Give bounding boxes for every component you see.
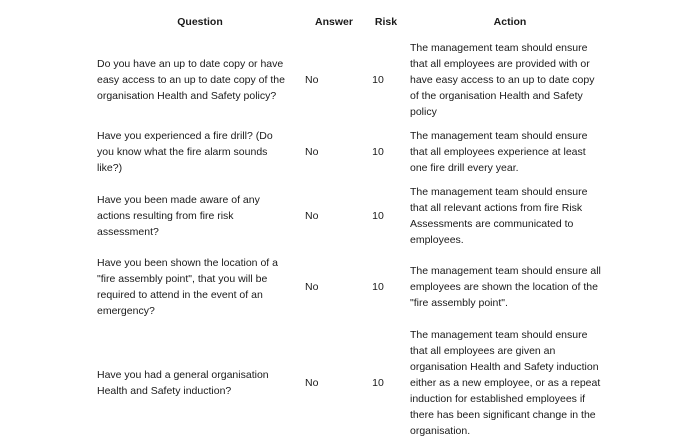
answer-text: No bbox=[305, 74, 319, 86]
risk-cell bbox=[366, 327, 390, 439]
answer-text: No bbox=[305, 210, 319, 222]
action-cell bbox=[410, 40, 618, 120]
table-row bbox=[0, 40, 700, 120]
answer-text: No bbox=[305, 377, 319, 389]
answer-cell bbox=[305, 327, 345, 439]
answer-cell bbox=[305, 184, 345, 248]
action-column-header: Action bbox=[493, 16, 527, 28]
risk-cell bbox=[366, 255, 390, 319]
table-row bbox=[0, 327, 700, 439]
action-text: The management team should ensure that all relevant actions from fire Risk Assessments are communicated to employees. bbox=[410, 186, 588, 246]
answer-column-header: Answer bbox=[315, 16, 353, 28]
action-text: The management team should ensure all employees are shown the location of the "fire assembly point". bbox=[410, 265, 601, 309]
risk-cell bbox=[366, 128, 390, 176]
answer-cell bbox=[305, 128, 345, 176]
action-cell bbox=[410, 327, 618, 439]
action-cell bbox=[410, 255, 618, 319]
action-cell bbox=[410, 128, 618, 176]
risk-score: 10 bbox=[372, 210, 384, 222]
table-row bbox=[0, 255, 700, 319]
risk-score: 10 bbox=[372, 281, 384, 293]
question-cell bbox=[97, 255, 303, 319]
question-text: Have you been made aware of any actions resulting from fire risk assessment? bbox=[97, 194, 260, 238]
question-text: Have you experienced a fire drill? (Do you know what the fire alarm sounds like?) bbox=[97, 130, 273, 174]
table-row bbox=[0, 128, 700, 176]
risk-cell bbox=[366, 40, 390, 120]
risk-score: 10 bbox=[372, 74, 384, 86]
question-text: Have you been shown the location of a "fire assembly point", that you will be required to attend in the event of an emergency? bbox=[97, 257, 278, 317]
question-text: Do you have an up to date copy or have easy access to an up to date copy of the organisation Health and Safety policy? bbox=[97, 58, 285, 102]
answer-text: No bbox=[305, 281, 319, 293]
table-header-row bbox=[0, 14, 700, 34]
question-cell bbox=[97, 327, 303, 439]
risk-column-header: Risk bbox=[374, 16, 398, 28]
action-text: The management team should ensure that all employees are given an organisation Health and Safety induction either as a new employee, or as a repeat induction for established employees if there has been significant change in the organisation. bbox=[410, 329, 601, 437]
action-text: The management team should ensure that all employees experience at least one fire drill every year. bbox=[410, 130, 588, 174]
question-column-header: Question bbox=[177, 16, 223, 28]
action-cell bbox=[410, 184, 618, 248]
answer-text: No bbox=[305, 146, 319, 158]
answer-cell bbox=[305, 255, 345, 319]
risk-score: 10 bbox=[372, 146, 384, 158]
risk-cell bbox=[366, 184, 390, 248]
table-row bbox=[0, 184, 700, 248]
question-cell bbox=[97, 40, 303, 120]
answer-cell bbox=[305, 40, 345, 120]
risk-score: 10 bbox=[372, 377, 384, 389]
question-cell bbox=[97, 128, 303, 176]
question-cell bbox=[97, 184, 303, 248]
question-text: Have you had a general organisation Health and Safety induction? bbox=[97, 369, 269, 397]
action-text: The management team should ensure that all employees are provided with or have easy access to an up to date copy of the organisation Health and Safety policy bbox=[410, 42, 595, 118]
